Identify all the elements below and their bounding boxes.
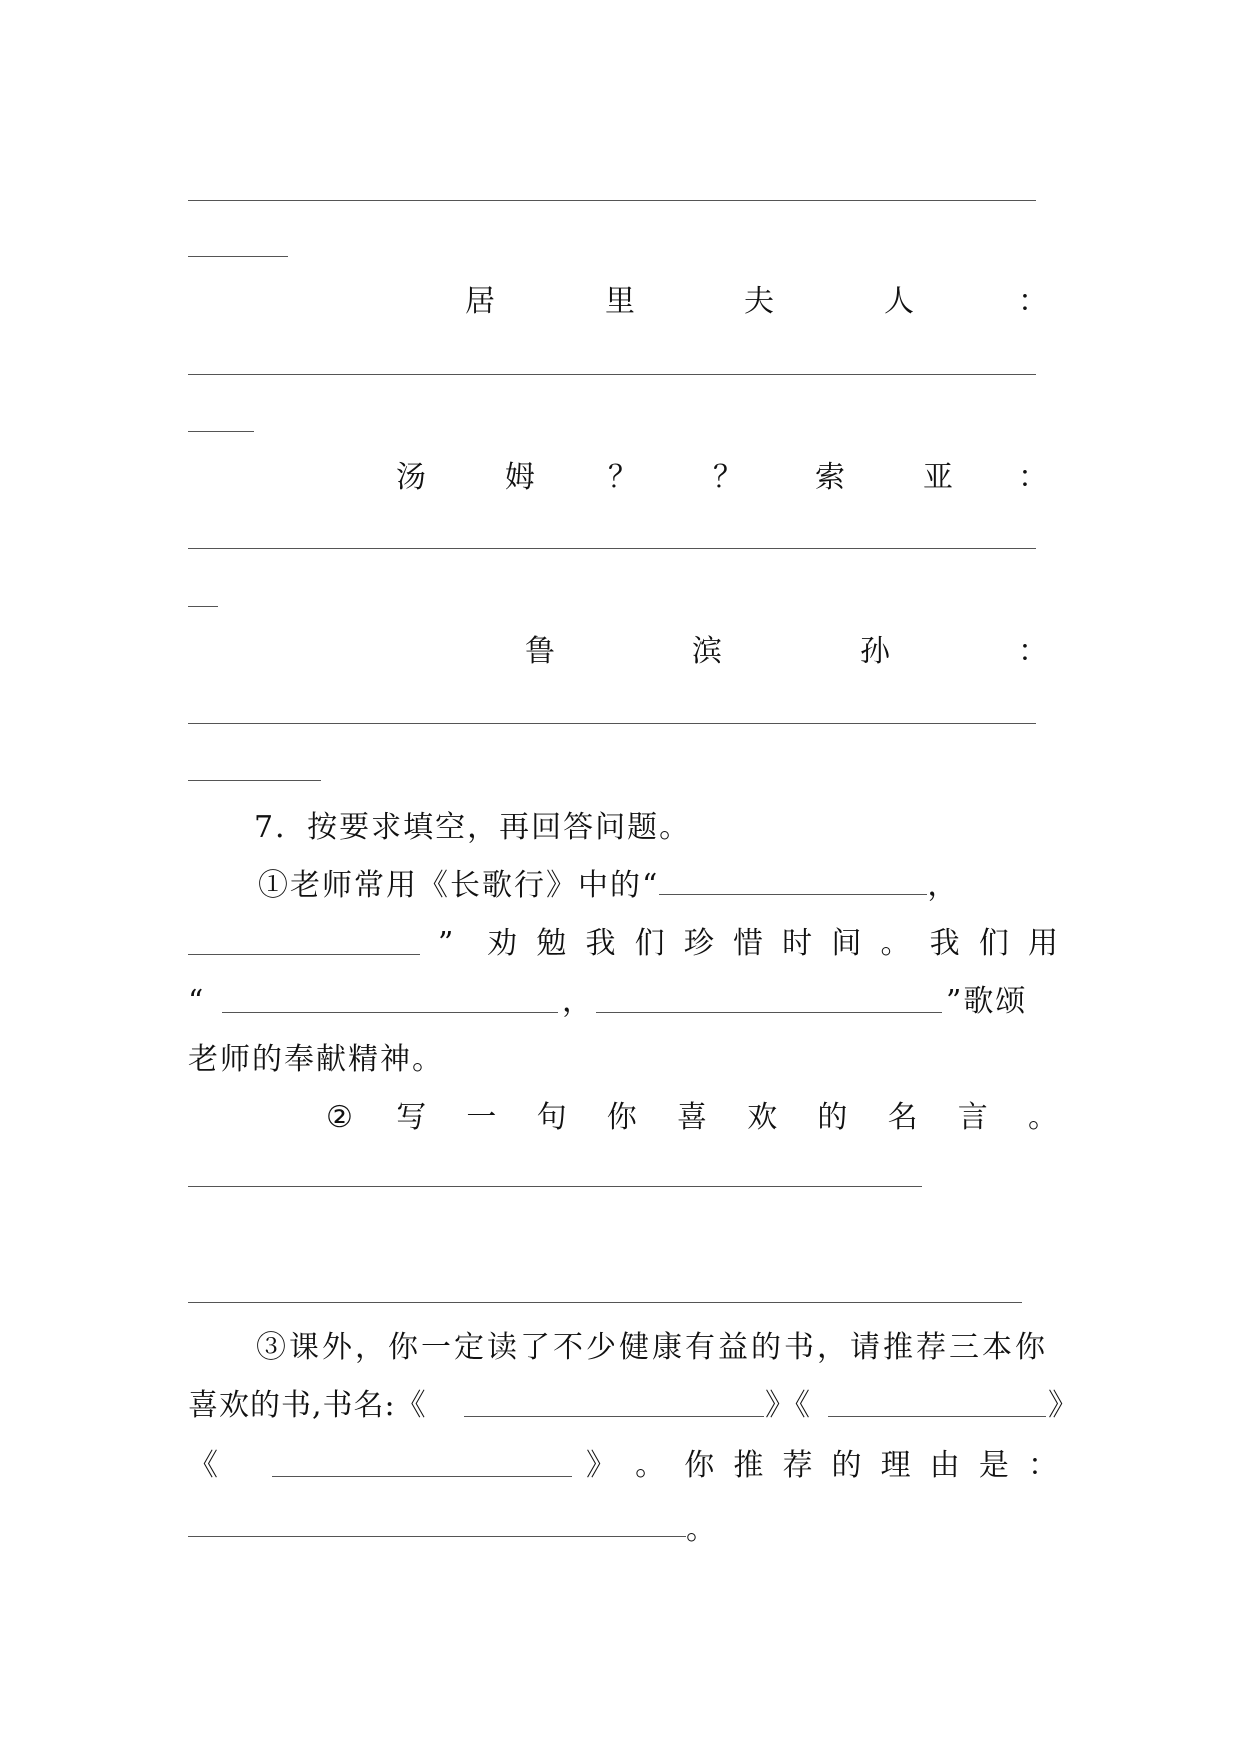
q7-part2-char: 欢 (747, 1100, 778, 1135)
q7-part3-line2: 喜欢的书,书名:《 (188, 1388, 427, 1423)
crusoe-char: 滨 (692, 634, 722, 669)
q7-part3-line3-char: 是 (978, 1448, 1009, 1483)
q7-part1-line2-char: 我 (929, 926, 960, 961)
q7-part3-line3-char: 推 (733, 1448, 764, 1483)
tom-char: ？ (713, 460, 743, 495)
q7-part1-line2-char: 珍 (683, 926, 714, 961)
q7-part1-line2-char: 用 (1028, 926, 1058, 961)
fill-blank[interactable] (188, 954, 420, 955)
q7-part2-char: 的 (817, 1100, 848, 1135)
q7-part2-char: 名 (887, 1100, 918, 1135)
tom-char: ？ (608, 460, 638, 495)
fill-blank[interactable] (828, 1416, 1046, 1417)
curie-char: 居 (465, 284, 495, 319)
q7-part1-line2-char: 时 (782, 926, 813, 961)
q7-part1-line2-char: 们 (978, 926, 1009, 961)
fill-blank[interactable] (188, 1186, 922, 1187)
tom-colon: ： (1018, 460, 1048, 495)
q7-part2-char: 言 (957, 1100, 988, 1135)
answer-line (188, 256, 288, 257)
curie-char: 人 (884, 284, 914, 319)
q7-part2-char: 喜 (677, 1100, 707, 1135)
q7-part3-line3-char: 你 (684, 1448, 715, 1483)
fill-blank[interactable] (188, 1536, 686, 1537)
tom-char: 汤 (396, 460, 426, 495)
fill-blank[interactable] (659, 868, 927, 895)
answer-line (188, 723, 1036, 724)
fill-blank[interactable] (188, 1302, 1022, 1303)
q7-part3-line1: ③课外，你一定读了不少健康有益的书，请推荐三本你 (256, 1330, 1048, 1365)
q7-part1-line2-char: 间 (831, 926, 862, 961)
answer-line (188, 200, 1036, 201)
q7-part1-line2-char: 。 (880, 926, 911, 961)
crusoe-char: 孙 (860, 634, 890, 669)
q7-part1-line4: 老师的奉献精神。 (188, 1042, 444, 1077)
crusoe-char: 鲁 (525, 634, 555, 669)
fill-blank[interactable] (596, 1012, 942, 1013)
question-heading: 7．按要求填空，再回答问题。 (254, 810, 692, 845)
fill-blank[interactable] (464, 1416, 764, 1417)
q7-part2-char: 你 (606, 1100, 637, 1135)
q7-part1-line2-char: 勉 (536, 926, 567, 961)
q7-part1-comma: ， (927, 868, 960, 903)
q7-part2-char: 句 (536, 1100, 567, 1135)
q7-part3-line3-char: 由 (929, 1448, 960, 1483)
book-title-separator: 》《 (765, 1388, 810, 1423)
tom-char: 亚 (923, 460, 953, 495)
q7-part1-line1 (258, 866, 959, 906)
tom-char: 姆 (505, 460, 535, 495)
q7-part3-line3-char: ： (1028, 1448, 1058, 1483)
answer-line (188, 606, 218, 607)
q7-part3-line3-char: 的 (831, 1448, 862, 1483)
answer-line (188, 548, 1036, 549)
q7-part3-line3-char: 荐 (782, 1448, 813, 1483)
q7-part2-char: 。 (1028, 1100, 1058, 1135)
curie-char: 夫 (744, 284, 774, 319)
q7-part3-line3-char: 》 (586, 1448, 616, 1483)
open-quote: “ (188, 984, 204, 1019)
tom-char: 索 (815, 460, 845, 495)
q7-part2-char: 一 (466, 1100, 497, 1135)
answer-line (188, 780, 321, 781)
fill-blank[interactable] (222, 1012, 558, 1013)
q7-part2-char: ② (326, 1100, 353, 1135)
book-title-open: 《 (188, 1448, 218, 1483)
q7-part1-line2-char: 劝 (487, 926, 518, 961)
answer-line (188, 374, 1036, 375)
q7-part3-line3-char: 理 (880, 1448, 911, 1483)
close-quote-text: ”歌颂 (946, 984, 1028, 1019)
q7-part1-line2-char: 们 (634, 926, 665, 961)
comma: ， (562, 984, 592, 1019)
q7-part1-prefix: ①老师常用《长歌行》中的“ (258, 868, 660, 903)
period: 。 (686, 1512, 716, 1547)
answer-line (188, 431, 254, 432)
q7-part1-line2-char: ” (438, 926, 454, 961)
crusoe-colon: ： (1018, 634, 1048, 669)
curie-char: 里 (605, 284, 635, 319)
fill-blank[interactable] (272, 1476, 572, 1477)
q7-part1-line2-char: 惜 (733, 926, 763, 961)
q7-part3-line3-char: 。 (635, 1448, 666, 1483)
q7-part1-line2-char: 我 (585, 926, 616, 961)
curie-colon: ： (1018, 284, 1048, 319)
q7-part2-char: 写 (396, 1100, 427, 1135)
book-title-close: 》 (1048, 1388, 1078, 1423)
